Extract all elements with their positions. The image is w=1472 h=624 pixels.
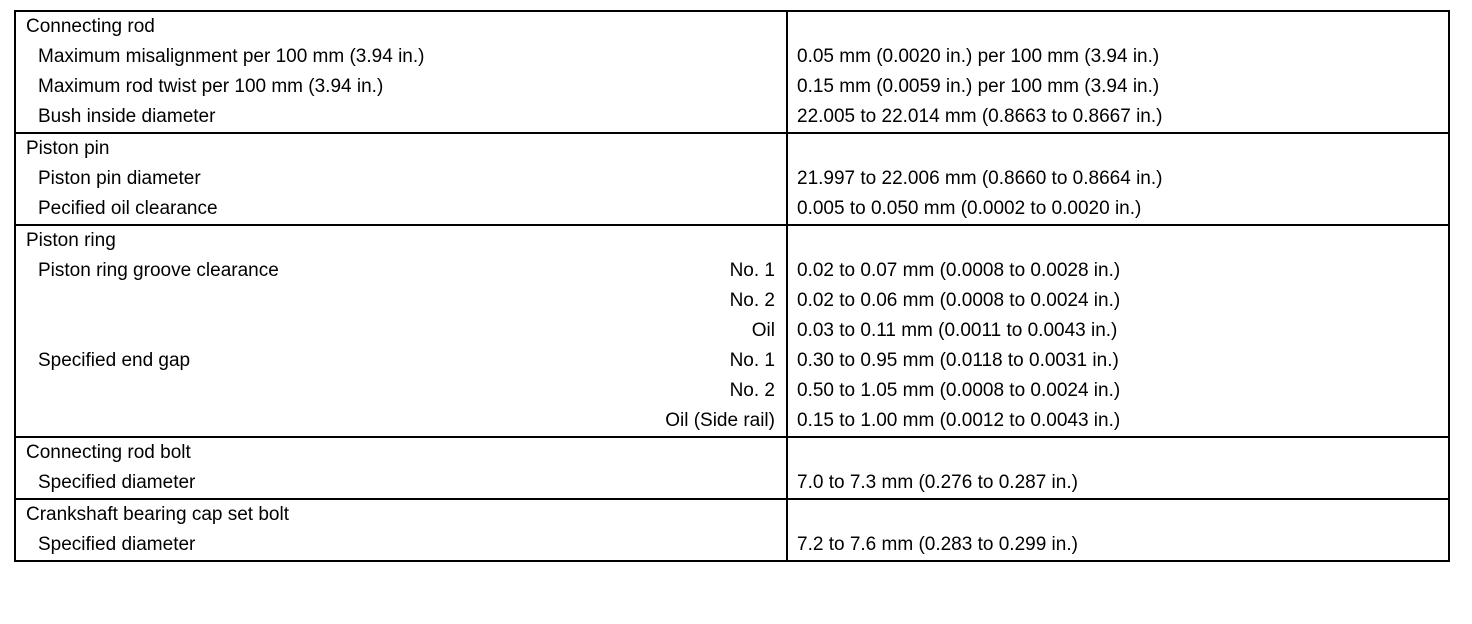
spec-row-label-line (16, 42, 786, 72)
spec-item-label: Piston ring groove clearance (38, 260, 279, 281)
value-spacer (788, 12, 1448, 42)
spec-label-cell (15, 437, 787, 499)
spec-value: 0.005 to 0.050 mm (0.0002 to 0.0020 in.) (797, 198, 1142, 219)
spec-value-cell (787, 225, 1449, 437)
spec-section-row (15, 133, 1449, 225)
spec-item-sublabel: Oil (751, 320, 775, 341)
spec-item-label: Bush inside diameter (38, 106, 216, 127)
spec-row-label-line (16, 468, 786, 498)
spec-row-label-line (16, 316, 786, 346)
spec-section-row (15, 11, 1449, 133)
spec-item-label: Piston pin diameter (38, 168, 201, 189)
spec-row-label-line (16, 194, 786, 224)
spec-table-body (15, 11, 1449, 561)
spec-value: 0.02 to 0.06 mm (0.0008 to 0.0024 in.) (797, 290, 1121, 311)
spec-value: 7.2 to 7.6 mm (0.283 to 0.299 in.) (797, 534, 1078, 555)
value-spacer (788, 500, 1448, 530)
spec-item-label: Pecified oil clearance (38, 198, 218, 219)
spec-value: 0.02 to 0.07 mm (0.0008 to 0.0028 in.) (797, 260, 1121, 281)
spec-value: 0.03 to 0.11 mm (0.0011 to 0.0043 in.) (797, 320, 1118, 341)
spec-value: 21.997 to 22.006 mm (0.8660 to 0.8664 in.) (797, 168, 1163, 189)
spec-row-label-line (16, 256, 786, 286)
spec-row-label-line (16, 72, 786, 102)
spec-item-label: Maximum rod twist per 100 mm (3.94 in.) (38, 76, 384, 97)
spec-value: 0.15 mm (0.0059 in.) per 100 mm (3.94 in.) (797, 76, 1160, 97)
spec-value-cell (787, 499, 1449, 561)
spec-row-label-line (16, 346, 786, 376)
value-spacer (788, 134, 1448, 164)
spec-item-sublabel: No. 2 (729, 290, 775, 311)
spec-label-cell (15, 133, 787, 225)
spec-section-row (15, 499, 1449, 561)
spec-label-cell (15, 499, 787, 561)
spec-value-cell (787, 437, 1449, 499)
spec-item-sublabel: No. 2 (729, 380, 775, 401)
spec-item-label: Specified end gap (38, 350, 191, 371)
spec-row-label-line (16, 376, 786, 406)
spec-table (14, 10, 1450, 562)
spec-value: 0.30 to 0.95 mm (0.0118 to 0.0031 in.) (797, 350, 1119, 371)
spec-value: 0.05 mm (0.0020 in.) per 100 mm (3.94 in.) (797, 46, 1160, 67)
spec-section-row (15, 225, 1449, 437)
section-title: Piston pin (26, 138, 110, 159)
spec-item-label: Maximum misalignment per 100 mm (3.94 in.) (38, 46, 425, 67)
section-title: Connecting rod (26, 16, 155, 37)
value-spacer (788, 438, 1448, 468)
spec-item-sublabel: No. 1 (729, 260, 775, 281)
spec-item-sublabel: Oil (Side rail) (665, 410, 775, 431)
spec-row-label-line (16, 102, 786, 132)
spec-item-sublabel: No. 1 (729, 350, 775, 371)
spec-label-cell (15, 225, 787, 437)
spec-value: 0.15 to 1.00 mm (0.0012 to 0.0043 in.) (797, 410, 1121, 431)
spec-value: 7.0 to 7.3 mm (0.276 to 0.287 in.) (797, 472, 1078, 493)
spec-value: 0.50 to 1.05 mm (0.0008 to 0.0024 in.) (797, 380, 1121, 401)
spec-section-row (15, 437, 1449, 499)
spec-row-label-line (16, 286, 786, 316)
spec-value-cell (787, 11, 1449, 133)
spec-row-label-line (16, 406, 786, 436)
spec-item-label: Specified diameter (38, 472, 196, 493)
spec-row-label-line (16, 530, 786, 560)
section-title: Connecting rod bolt (26, 442, 191, 463)
spec-value: 22.005 to 22.014 mm (0.8663 to 0.8667 in.) (797, 106, 1163, 127)
spec-value-cell (787, 133, 1449, 225)
section-title: Crankshaft bearing cap set bolt (26, 504, 289, 525)
value-spacer (788, 226, 1448, 256)
spec-item-label: Specified diameter (38, 534, 196, 555)
spec-row-label-line (16, 164, 786, 194)
spec-label-cell (15, 11, 787, 133)
section-title: Piston ring (26, 230, 116, 251)
